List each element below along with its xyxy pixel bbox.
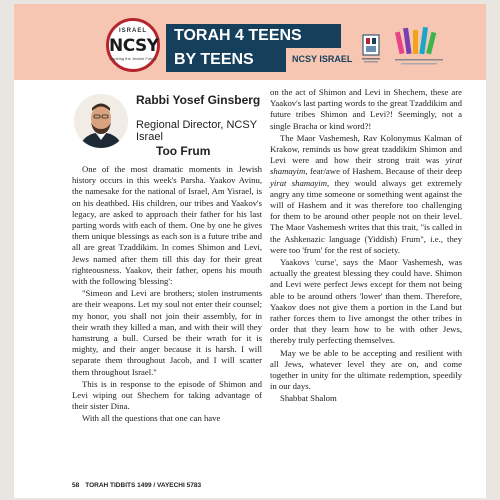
article-column-left — [72, 164, 262, 426]
paragraph: This is in response to the episode of Shimon and Levi wiping out Shechem for taking advantage of their sister Dina. — [72, 378, 262, 412]
text-run: , they would always get extremely angry any time someone or something went against the will of Hashem and it was therefore too challenging for them to be around other people not on their level. The Maor Vashemesh writes that this trait, "is called in the Ashkenazic language (Yiddish) Frum", i.e., they were too 'frum' for the rest of society. — [270, 177, 462, 255]
issue-info: TORAH TIDBITS 1499 / VAYECHI 5783 — [85, 482, 202, 489]
sponsor-emblem-icon — [359, 32, 383, 66]
page — [14, 4, 486, 498]
author-role: Regional Director, NCSY Israel — [136, 119, 257, 143]
article-column-right — [270, 87, 462, 406]
author-block — [70, 92, 268, 160]
paragraph: With all the questions that one can have — [82, 413, 221, 424]
sponsor-logo-icon — [389, 22, 449, 68]
paragraph: One of the most dramatic moments in Jewish history occurs in this week's Parsha. Yaakov Avinu, the namesake for the national of Israel, Am Yisrael, is on his deathbed. His children, our tribes and Yaakov's legacy, are asked to approach their father for his last parting words with each of them. One by one he gives them unique blessings as each son is a future tribe and all are great Tzaddikim. In comes Shimon and Levi, Jews named after them till this day for their great righteousness. Yaakov, their father, opens his mouth with the following 'blessing': — [72, 164, 262, 287]
paragraph: Yaakovs 'curse', says the Maor Vashemesh, was actually the greatest blessing they could have. Shimon and Levi were perfect Jews except for them not being able to be around others 'lower' than them. Therefore, Yaakov does not give them a portion in the Land but rather forces them to live amongst the other tribes in order that they learn how to be with other Jews, thereby truly perfecting themselves. — [270, 257, 462, 346]
paragraph — [270, 133, 462, 256]
logo-tagline: Inspiring the Jewish Future — [109, 56, 157, 61]
author-avatar — [74, 94, 128, 148]
paragraph: May we be able to be accepting and resilient with all Jews, whatever level they are on, and come together in unity for the ultimate redemption, speedily in our days. — [270, 347, 462, 392]
text-run: , fear/awe of Hashem. Because of their deep — [305, 166, 462, 177]
page-footer — [72, 482, 201, 489]
logo-israel-text: ISRAEL — [118, 28, 147, 34]
signoff: Shabbat Shalom — [280, 393, 337, 404]
ncsy-logo — [106, 18, 160, 72]
logo-mark: NCSY — [109, 36, 159, 56]
title-band-torah4teens: TORAH 4 TEENS — [166, 24, 341, 48]
header-subtitle: NCSY ISRAEL — [292, 54, 353, 64]
header-banner — [14, 4, 486, 80]
paragraph-continued: on the act of Shimon and Levi in Shechem, these are Yaakov's last parting words to the great Tzaddikim and future tribes Shimon and Levi?! Seemingly, not a single Bracha or kind word?! — [270, 87, 462, 131]
page-number: 58 — [72, 482, 80, 489]
emphasis-yirat-shamayim: yirat shamayim — [270, 177, 327, 188]
emphasis-yirat-shamayim: yirat shamayim — [270, 155, 462, 177]
article-title: Too Frum — [156, 144, 211, 158]
author-name: Rabbi Yosef Ginsberg — [136, 93, 261, 107]
paragraph-quote: "Simeon and Levi are brothers; stolen instruments are their weapons. Let my soul not enter their counsel; my honor, you shall not join their assembly, for in their wrath they killed a man, and with their will they hamstrung a bull. Cursed be their wrath for it is mighty, and their anger because it is harsh. I will separate them throughout Jacob, and I will scatter them throughout Israel." — [72, 288, 262, 377]
title-band-byteens: BY TEENS — [166, 48, 286, 72]
text-run: The Maor Vashemesh, Rav Kolonymus Kalman of Krakow, reminds us how great tzaddikim Shimon and Levi were and how their strong trait was — [270, 132, 462, 166]
